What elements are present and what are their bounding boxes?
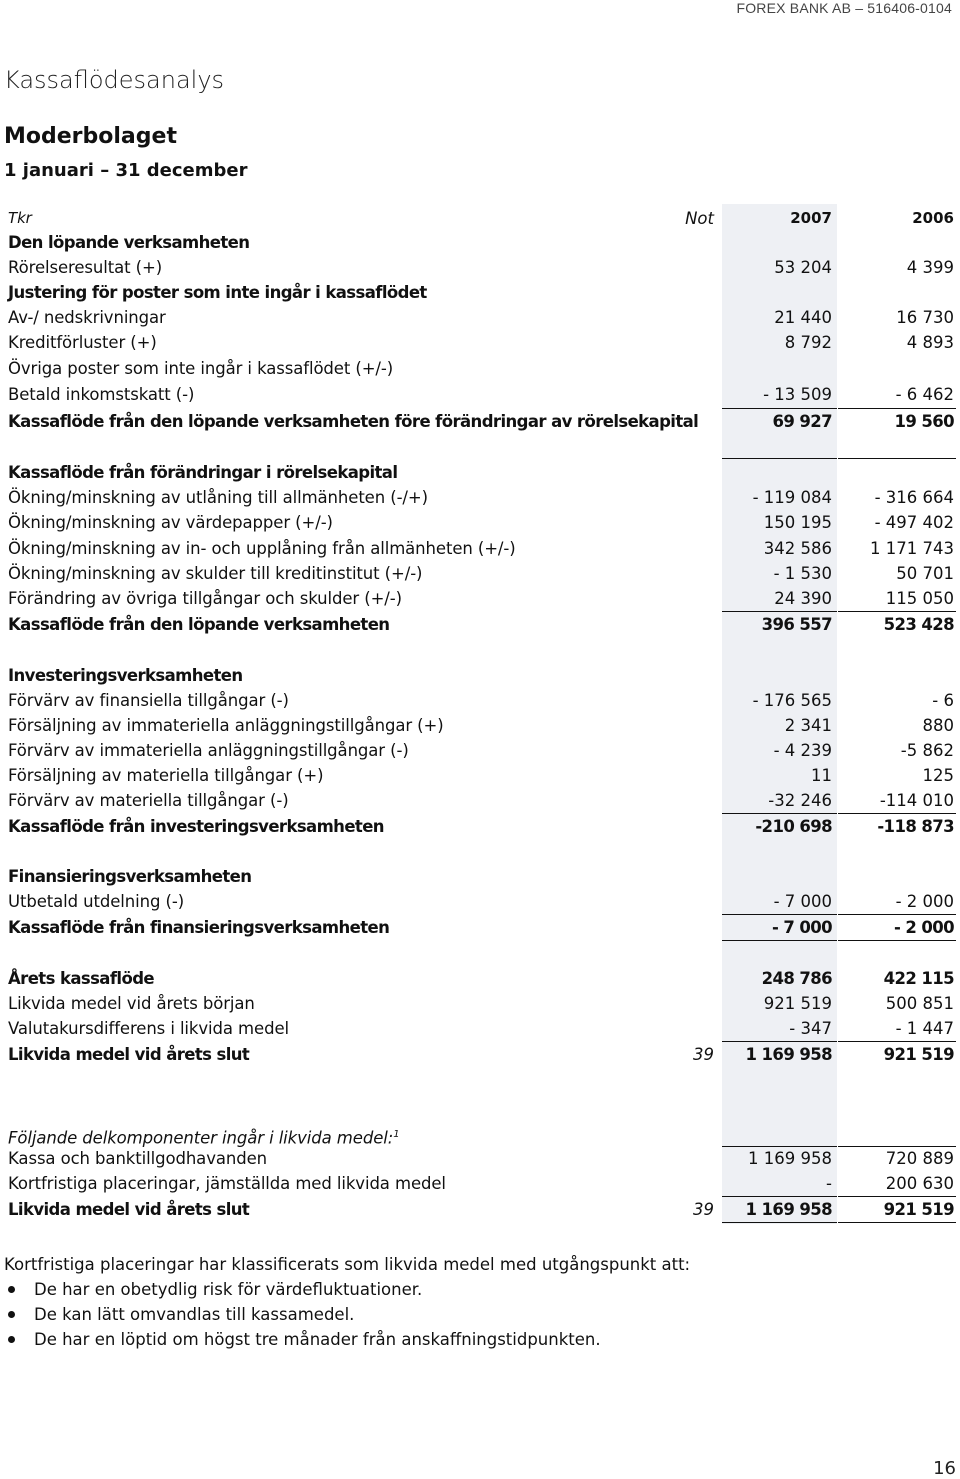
column-header-row (0, 206, 960, 231)
table-row: Förvärv av finansiella tillgångar (-) - 176 565 - 6 (8, 691, 954, 710)
section-heading-working-capital: Kassaflöde från förändringar i rörelsekapital (8, 463, 398, 482)
footnote-marker: 1 (393, 1129, 400, 1140)
table-row: Försäljning av materiella tillgångar (+) 11 125 (8, 766, 954, 785)
table-row: Av-/ nedskrivningar 21 440 16 730 (8, 308, 954, 327)
unit-label: Tkr (8, 209, 32, 227)
year-2007-header: 2007 (790, 209, 832, 227)
table-row: Kreditförluster (+) 8 792 4 893 (8, 333, 954, 352)
page-title: Kassaflödesanalys (4, 66, 225, 94)
note-reference: 39 (693, 1200, 714, 1219)
table-row: Kortfristiga placeringar, jämställda med likvida medel - 200 630 (8, 1174, 954, 1193)
total-row: Likvida medel vid årets slut 39 1 169 958 921 519 (0, 1042, 960, 1067)
subtotal-row: Kassaflöde från den löpande verksamheten före förändringar av rörelsekapital 69 927 19 560 (8, 412, 954, 431)
subtotal-rule (722, 1222, 837, 1223)
section-rule (722, 458, 837, 459)
table-row: Övriga poster som inte ingår i kassaflödet (+/-) (8, 359, 394, 378)
subtotal-row: Kassaflöde från investeringsverksamheten -210 698 -118 873 (8, 817, 954, 836)
subtotal-row: Kassaflöde från finansieringsverksamheten - 7 000 - 2 000 (8, 918, 954, 937)
table-row: Förvärv av immateriella anläggningstillgångar (-) - 4 239 -5 862 (8, 741, 954, 760)
table-row: Utbetald utdelning (-) - 7 000 - 2 000 (8, 892, 954, 911)
table-row: Betald inkomstskatt (-) - 13 509 - 6 462 (8, 385, 954, 404)
components-heading: Följande delkomponenter ingår i likvida medel:$^1$ (8, 1128, 400, 1148)
section-heading-investing: Investeringsverksamheten (8, 666, 243, 685)
total-row: Årets kassaflöde 248 786 422 115 (8, 969, 954, 988)
bullet-icon (8, 1286, 15, 1293)
table-row: Valutakursdifferens i likvida medel - 347 - 1 447 (8, 1019, 954, 1038)
note-reference: 39 (693, 1045, 714, 1064)
bullet-icon (8, 1311, 15, 1318)
subtotal-row: Kassaflöde från den löpande verksamheten 396 557 523 428 (8, 615, 954, 634)
footnote-bullet-list (0, 1277, 601, 1352)
table-row: Förvärv av materiella tillgångar (-) -32 246 -114 010 (8, 791, 954, 810)
table-row: Ökning/minskning av in- och upplåning från allmänheten (+/-) 342 586 1 171 743 (8, 539, 954, 558)
period-heading: 1 januari – 31 december (4, 160, 248, 181)
table-row: Försäljning av immateriella anläggningstillgångar (+) 2 341 880 (8, 716, 954, 735)
table-row: Rörelseresultat (+) 53 204 4 399 (8, 258, 954, 277)
table-row: Ökning/minskning av utlåning till allmänheten (-/+) - 119 084 - 316 664 (8, 488, 954, 507)
list-item: De kan lätt omvandlas till kassamedel. (0, 1302, 601, 1327)
subheading-adjustments: Justering för poster som inte ingår i kassaflödet (8, 283, 427, 302)
table-row: Ökning/minskning av värdepapper (+/-) 150 195 - 497 402 (8, 513, 954, 532)
section-rule (838, 458, 956, 459)
total-row: Likvida medel vid årets slut 39 1 169 958 921 519 (0, 1197, 960, 1222)
subtotal-rule (838, 940, 956, 941)
section-heading-operating: Den löpande verksamheten (8, 233, 250, 252)
table-row: Kassa och banktillgodhavanden 1 169 958 720 889 (8, 1149, 954, 1168)
subtotal-rule (838, 1222, 956, 1223)
list-item: De har en obetydlig risk för värdefluktuationer. (0, 1277, 601, 1302)
table-row: Ökning/minskning av skulder till kreditinstitut (+/-) - 1 530 50 701 (8, 564, 954, 583)
table-row: Likvida medel vid årets början 921 519 500 851 (8, 994, 954, 1013)
note-column-header: Not (685, 209, 714, 228)
footnote-intro: Kortfristiga placeringar har klassificerats som likvida medel med utgångspunkt att: (4, 1255, 691, 1274)
table-row: Förändring av övriga tillgångar och skulder (+/-) 24 390 115 050 (8, 589, 954, 608)
subtotal-rule (722, 940, 837, 941)
section-heading-financing: Finansieringsverksamheten (8, 867, 252, 886)
year-2006-header: 2006 (912, 209, 954, 227)
document-header-company: FOREX BANK AB – 516406-0104 (736, 0, 952, 16)
page-number: 16 (933, 1458, 956, 1479)
list-item: De har en löptid om högst tre månader från anskaffningstidpunkten. (0, 1327, 601, 1352)
entity-heading: Moderbolaget (4, 124, 177, 149)
bullet-icon (8, 1336, 15, 1343)
